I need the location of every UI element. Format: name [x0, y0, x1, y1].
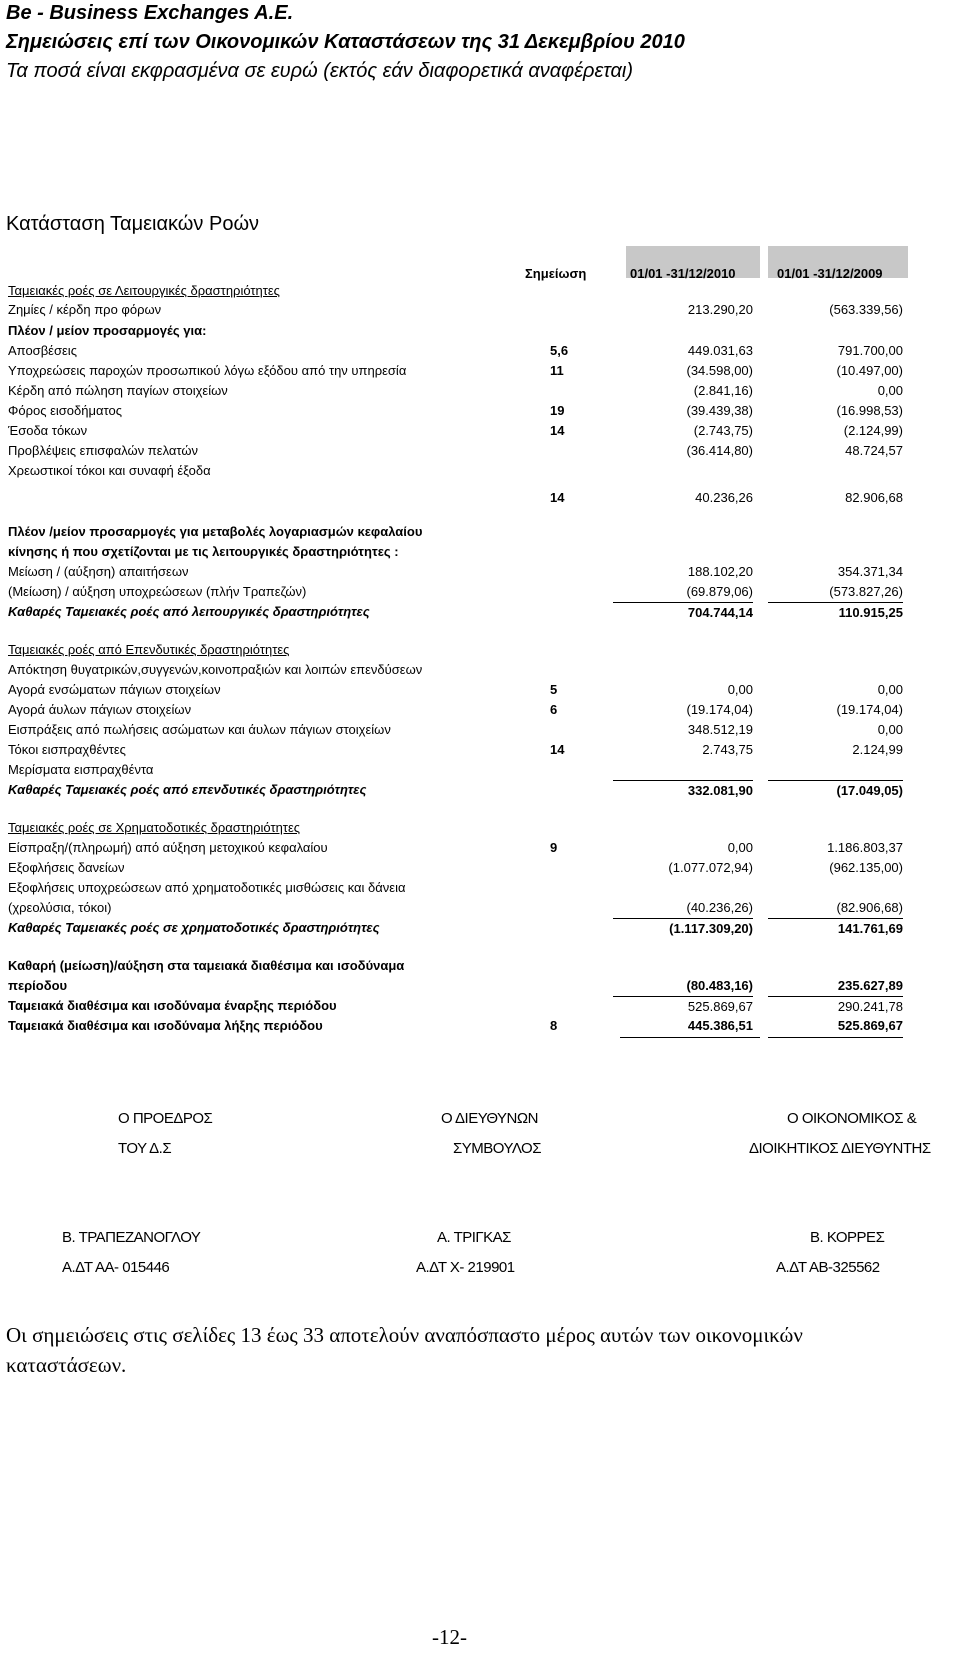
table-row: Ταμειακές ροές σε Χρηματοδοτικές δραστηριότητες	[8, 820, 301, 835]
table-row-total: Ταμειακά διαθέσιμα και ισοδύναμα λήξης περιόδου 8 445.386,51 525.869,67	[8, 1018, 903, 1033]
table-row: Προβλέψεις επισφαλών πελατών (36.414,80) 48.724,57	[8, 443, 903, 458]
table-row-total: Καθαρές Ταμειακές ροές σε χρηματοδοτικές δραστηριότητες (1.117.309,20) 141.761,69	[8, 918, 908, 938]
footnote: Οι σημειώσεις στις σελίδες 13 έως 33 αποτελούν αναπόσπαστο μέρος αυτών των οικονομικών καταστάσεων.	[6, 1323, 803, 1377]
table-row: (Μείωση) / αύξηση υποχρεώσεων (πλήν Τραπεζών) (69.879,06) (573.827,26)	[8, 584, 903, 599]
table-row: Αγορά ενσώματων πάγιων στοιχείων 5 0,00 0,00	[8, 682, 903, 697]
signatory-3-name: Β. ΚΟΡΡΕΣ	[810, 1229, 885, 1246]
table-row: Αγορά άυλων πάγιων στοιχείων 6 (19.174,04) (19.174,04)	[8, 702, 903, 717]
table-row: Εισπράξεις από πωλήσεις ασώματων και άυλων πάγιων στοιχείων 348.512,19 0,00	[8, 722, 903, 737]
table-row: Ζημίες / κέρδη προ φόρων 213.290,20 (563.339,56)	[8, 302, 903, 317]
column-header-note: Σημείωση	[525, 266, 587, 281]
table-row: Χρεωστικοί τόκοι και συναφή έξοδα	[8, 463, 211, 478]
signatory-2-name: Α. ΤΡΙΓΚΑΣ	[437, 1229, 511, 1246]
table-row: Απόκτηση θυγατρικών,συγγενών,κοινοπραξιών και λοιπών επενδύσεων	[8, 662, 423, 677]
table-row: Ταμειακά διαθέσιμα και ισοδύναμα έναρξης περιόδου 525.869,67 290.241,78	[8, 996, 908, 1016]
table-row: Κέρδη από πώληση παγίων στοιχείων (2.841,16) 0,00	[8, 383, 903, 398]
table-row: Είσπραξη/(πληρωμή) από αύξηση μετοχικού κεφαλαίου 9 0,00 1.186.803,37	[8, 840, 903, 855]
column-header-2010: 01/01 -31/12/2010	[630, 266, 736, 281]
statement-title: Κατάσταση Ταμειακών Ροών	[6, 213, 260, 235]
signatory-3-title: Ο ΟΙΚΟΝΟΜΙΚΟΣ &	[787, 1110, 917, 1127]
document-title: Σημειώσεις επί των Οικονομικών Καταστάσεων της 31 Δεκεμβρίου 2010	[6, 31, 685, 53]
signatory-2-title-line2: ΣΥΜΒΟΥΛΟΣ	[453, 1140, 541, 1157]
signatory-2-title: Ο ΔΙΕΥΘΥΝΩΝ	[441, 1110, 538, 1127]
company-name: Be - Business Exchanges A.E.	[6, 2, 294, 24]
table-row-total: Καθαρές Ταμειακές ροές από λειτουργικές δραστηριότητες 704.744,14 110.915,25	[8, 602, 908, 622]
table-row: κίνησης ή που σχετίζονται με τις λειτουργικές δραστηριότητες :	[8, 544, 399, 559]
table-row: Τόκοι εισπραχθέντες 14 2.743,75 2.124,99	[8, 742, 903, 757]
table-row: Ταμειακές ροές σε Λειτουργικές δραστηριότητες	[8, 283, 280, 298]
column-header-2009: 01/01 -31/12/2009	[777, 266, 883, 281]
table-row: Υποχρεώσεις παροχών προσωπικού λόγω εξόδου από την υπηρεσία 11 (34.598,00) (10.497,00)	[8, 363, 903, 378]
document-subtitle: Τα ποσά είναι εκφρασμένα σε ευρώ (εκτός εάν διαφορετικά αναφέρεται)	[6, 60, 633, 82]
page-number: -12-	[432, 1625, 467, 1649]
signatory-2-id: Α.ΔΤ Χ- 219901	[416, 1259, 515, 1276]
table-row: (χρεολύσια, τόκοι) (40.236,26) (82.906,68)	[8, 900, 903, 915]
table-row: Καθαρή (μείωση)/αύξηση στα ταμειακά διαθέσιμα και ισοδύναμα	[8, 958, 405, 973]
table-row: Εξοφλήσεις υποχρεώσεων από χρηματοδοτικές μισθώσεις και δάνεια	[8, 880, 406, 895]
table-row: Μείωση / (αύξηση) απαιτήσεων 188.102,20 354.371,34	[8, 564, 903, 579]
signatory-1-id: Α.ΔΤ ΑΑ- 015446	[62, 1259, 170, 1276]
table-row: Πλέον / μείον προσαρμογές για:	[8, 323, 207, 338]
final-total-underline-2009	[768, 1037, 903, 1038]
table-row: Φόρος εισοδήματος 19 (39.439,38) (16.998,53)	[8, 403, 903, 418]
table-row-total: Καθαρές Ταμειακές ροές από επενδυτικές δραστηριότητες 332.081,90 (17.049,05)	[8, 780, 908, 800]
table-row: Ταμειακές ροές από Επενδυτικές δραστηριότητες	[8, 642, 290, 657]
signatory-3-id: Α.ΔΤ ΑΒ-325562	[776, 1259, 880, 1276]
table-row: Εξοφλήσεις δανείων (1.077.072,94) (962.135,00)	[8, 860, 903, 875]
table-row: Μερίσματα εισπραχθέντα	[8, 762, 154, 777]
table-row: Αποσβέσεις 5,6 449.031,63 791.700,00	[8, 343, 903, 358]
final-total-underline-2010	[620, 1037, 760, 1038]
signatory-1-name: Β. ΤΡΑΠΕΖΑΝΟΓΛΟΥ	[62, 1229, 201, 1246]
table-row: Πλέον /μείον προσαρμογές για μεταβολές λογαριασμών κεφαλαίου	[8, 524, 423, 539]
signatory-1-title: Ο ΠΡΟΕΔΡΟΣ	[118, 1110, 213, 1127]
table-row: περίοδου (80.483,16) 235.627,89	[8, 978, 903, 993]
signatory-3-title-line2: ΔΙΟΙΚΗΤΙΚΟΣ ΔΙΕΥΘΥΝΤΗΣ	[749, 1140, 931, 1157]
signatory-1-title-line2: ΤΟΥ Δ.Σ	[118, 1140, 172, 1157]
table-row: 14 40.236,26 82.906,68	[550, 490, 903, 505]
table-row: Έσοδα τόκων 14 (2.743,75) (2.124,99)	[8, 423, 903, 438]
